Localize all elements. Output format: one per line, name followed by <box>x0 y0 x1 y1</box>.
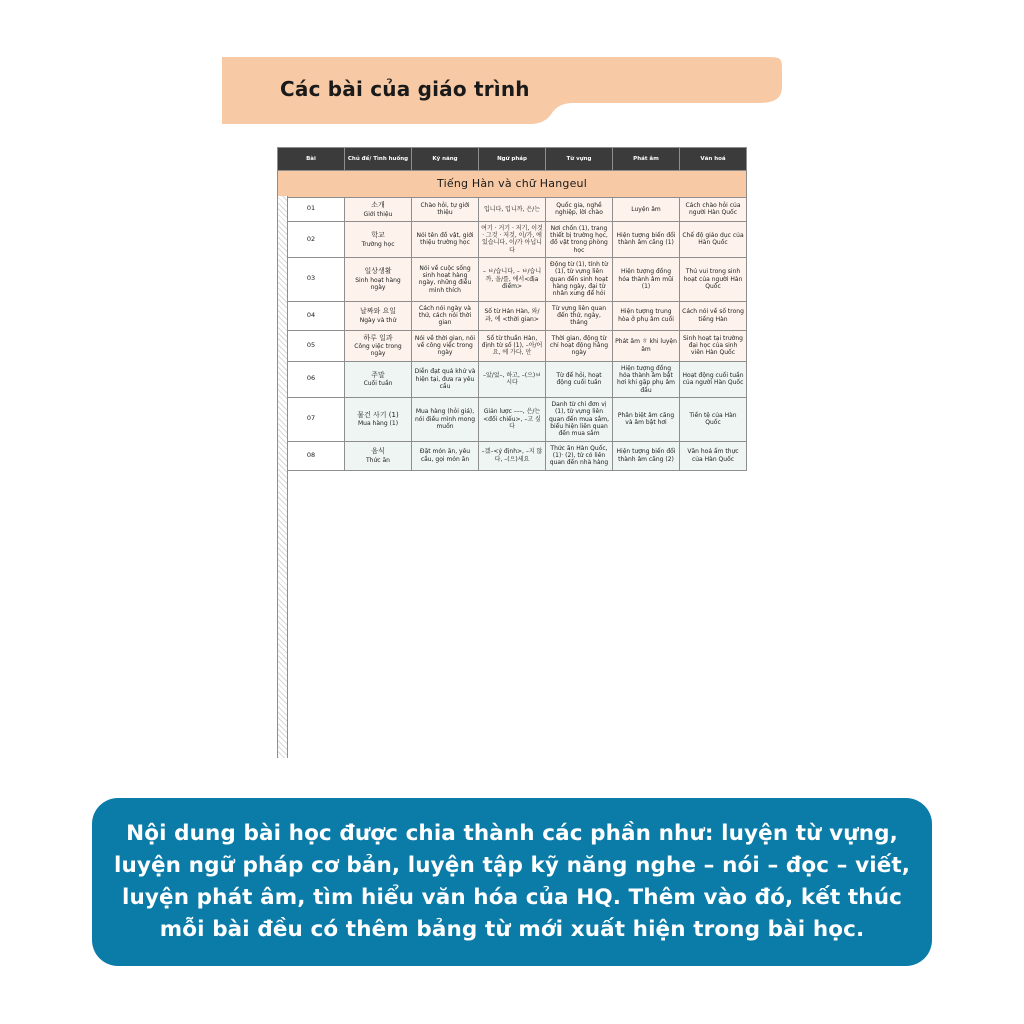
cell-grammar: 입니다, 입니까, 은/는 <box>479 198 546 222</box>
column-header-culture: Văn hoá <box>680 148 747 171</box>
cell-lesson-number: 05 <box>278 330 345 361</box>
cell-topic-vietnamese: Ngày và thứ <box>359 316 397 324</box>
cell-vocabulary: Từ để hỏi, hoạt động cuối tuần <box>546 361 613 397</box>
cell-topic-korean: 물건 사기 (1) <box>357 410 399 419</box>
cell-topic <box>345 441 412 470</box>
cell-vocabulary: Nơi chốn (1), trang thiết bị trường học, đồ vật trong phòng học <box>546 221 613 257</box>
cell-culture: Văn hoá ẩm thực của Hàn Quốc <box>680 441 747 470</box>
page-title: Các bài của giáo trình <box>280 77 530 101</box>
column-header-grammar: Ngữ pháp <box>479 148 546 171</box>
cell-lesson-number: 01 <box>278 198 345 222</box>
cell-topic-vietnamese: Công việc trong ngày <box>354 343 402 358</box>
cell-skill: Mua hàng (hỏi giá), nói điều mình mong muốn <box>412 398 479 442</box>
cell-topic-korean: 하루 일과 <box>363 333 393 342</box>
cell-pronunciation: Hiện tượng đồng hóa thành âm bật hơi khi gặp phụ âm đầu <box>613 361 680 397</box>
cell-topic-korean: 음식 <box>371 447 385 456</box>
cell-culture: Thú vui trong sinh hoạt của người Hàn Quốc <box>680 258 747 302</box>
table-section-title-row <box>278 171 747 198</box>
header-banner <box>222 57 802 124</box>
curriculum-table <box>277 147 747 471</box>
cell-grammar: –았/었–, 하고, –(으)ㅂ시다 <box>479 361 546 397</box>
cell-grammar: 여기 · 거기 · 저기, 이것 · 그것 · 저것, 이/가, 에 있습니다, 이/가 아닙니다 <box>479 221 546 257</box>
column-header-topic: Chủ đề/ Tình huống <box>345 148 412 171</box>
cell-lesson-number: 02 <box>278 221 345 257</box>
cell-grammar: Số từ Hán Hàn, 와/과, 에 <thời gian> <box>479 301 546 330</box>
cell-vocabulary: Thời gian, động từ chỉ hoạt động hằng ngày <box>546 330 613 361</box>
cell-vocabulary: Động từ (1), tính từ (1), từ vựng liên quan đến sinh hoạt hàng ngày, đại từ nhân xưng để hỏi <box>546 258 613 302</box>
cell-skill: Chào hỏi, tự giới thiệu <box>412 198 479 222</box>
cell-pronunciation: Hiện tượng trung hòa ở phụ âm cuối <box>613 301 680 330</box>
cell-lesson-number: 07 <box>278 398 345 442</box>
cell-pronunciation: Hiện tượng biến đổi thành âm căng (1) <box>613 221 680 257</box>
cell-topic-vietnamese: Cuối tuần <box>363 380 393 388</box>
cell-vocabulary: Từ vựng liên quan đến thứ, ngày, tháng <box>546 301 613 330</box>
cell-lesson-number: 06 <box>278 361 345 397</box>
cell-culture: Tiền tệ của Hàn Quốc <box>680 398 747 442</box>
table-header <box>278 148 747 171</box>
cell-topic <box>345 301 412 330</box>
cell-vocabulary: Danh từ chỉ đơn vị (1), từ vựng liên quan đến mua sắm, biểu hiện liên quan đến mua sắm <box>546 398 613 442</box>
cell-topic <box>345 198 412 222</box>
column-header-vocab: Từ vựng <box>546 148 613 171</box>
cell-grammar: –겠–<ý định>, –지 않다, –(으)세요 <box>479 441 546 470</box>
cell-pronunciation: Hiện tượng biến đổi thành âm căng (2) <box>613 441 680 470</box>
cell-topic <box>345 221 412 257</box>
table-section-title: Tiếng Hàn và chữ Hangeul <box>278 171 747 198</box>
column-header-bai: Bài <box>278 148 345 171</box>
cell-topic-vietnamese: Thức ăn <box>366 456 390 464</box>
table-body <box>278 171 747 471</box>
column-header-skill: Kỹ năng <box>412 148 479 171</box>
cell-vocabulary: Thức ăn Hàn Quốc, (1)· (2), từ có liên quan đến nhà hàng <box>546 441 613 470</box>
cell-lesson-number: 08 <box>278 441 345 470</box>
cell-topic-vietnamese: Giới thiệu <box>363 210 393 218</box>
cell-topic <box>345 361 412 397</box>
cell-lesson-number: 03 <box>278 258 345 302</box>
caption-box <box>92 798 932 966</box>
cell-topic <box>345 258 412 302</box>
cell-skill: Nói về cuộc sống sinh hoạt hàng ngày, những điều mình thích <box>412 258 479 302</box>
cell-topic <box>345 398 412 442</box>
cell-topic-korean: 학교 <box>371 231 385 240</box>
cell-culture: Sinh hoạt tại trường đại học của sinh viên Hàn Quốc <box>680 330 747 361</box>
cell-lesson-number: 04 <box>278 301 345 330</box>
table-row <box>278 221 747 257</box>
table-row <box>278 258 747 302</box>
cell-pronunciation: Luyện âm <box>613 198 680 222</box>
cell-skill: Nói tên đồ vật, giới thiệu trường học <box>412 221 479 257</box>
cell-culture: Hoạt động cuối tuần của người Hàn Quốc <box>680 361 747 397</box>
column-header-pronunciation: Phát âm <box>613 148 680 171</box>
cell-topic-korean: 일상생활 <box>364 267 392 276</box>
cell-grammar: Số từ thuần Hàn, định từ số (1), –아/어요, 에 가다, 안 <box>479 330 546 361</box>
cell-grammar: Giản lược –––, 은/는 <đối chiếu>, –고 싶다 <box>479 398 546 442</box>
cell-vocabulary: Quốc gia, nghề nghiệp, lời chào <box>546 198 613 222</box>
cell-topic-vietnamese: Sinh hoạt hàng ngày <box>355 276 401 292</box>
cell-skill: Diễn đạt quá khứ và hiện tại, đưa ra yêu cầu <box>412 361 479 397</box>
table-row <box>278 330 747 361</box>
cell-skill: Cách nói ngày và thứ, cách nói thời gian <box>412 301 479 330</box>
cell-culture: Cách nói về số trong tiếng Hàn <box>680 301 747 330</box>
cell-topic-korean: 소개 <box>371 201 385 209</box>
table-row <box>278 441 747 470</box>
table-header-row <box>278 148 747 171</box>
cell-topic-korean: 날짜와 요일 <box>359 307 397 316</box>
cell-culture: Chế độ giáo dục của Hàn Quốc <box>680 221 747 257</box>
table-row <box>278 398 747 442</box>
table-row <box>278 301 747 330</box>
cell-culture: Cách chào hỏi của người Hàn Quốc <box>680 198 747 222</box>
cell-pronunciation: Phát âm ㅎ khi luyện âm <box>613 330 680 361</box>
cell-topic-vietnamese: Mua hàng (1) <box>357 420 399 428</box>
cell-pronunciation: Hiện tượng đồng hóa thành âm mũi (1) <box>613 258 680 302</box>
cell-skill: Đặt món ăn, yêu cầu, gọi món ăn <box>412 441 479 470</box>
cell-topic-vietnamese: Trường học <box>361 240 395 248</box>
curriculum-table-wrapper <box>277 147 747 471</box>
cell-skill: Nói về thời gian, nói về công việc trong ngày <box>412 330 479 361</box>
caption-text: Nội dung bài học được chia thành các phần như: luyện từ vựng, luyện ngữ pháp cơ bản, luyện tập kỹ năng nghe – nói – đọc – viết, luyện phát âm, tìm hiểu văn hóa của HQ. Thêm vào đó, kết thúc mỗi bài đều có thêm bảng từ mới xuất hiện trong bài học. <box>114 820 911 943</box>
cell-topic <box>345 330 412 361</box>
cell-grammar: – ㅂ/습니다, – ㅂ/습니까, 을/를, 에서<địa điểm> <box>479 258 546 302</box>
table-row <box>278 198 747 222</box>
table-row <box>278 361 747 397</box>
cell-topic-korean: 주말 <box>371 370 385 379</box>
cell-pronunciation: Phân biệt âm căng và âm bật hơi <box>613 398 680 442</box>
